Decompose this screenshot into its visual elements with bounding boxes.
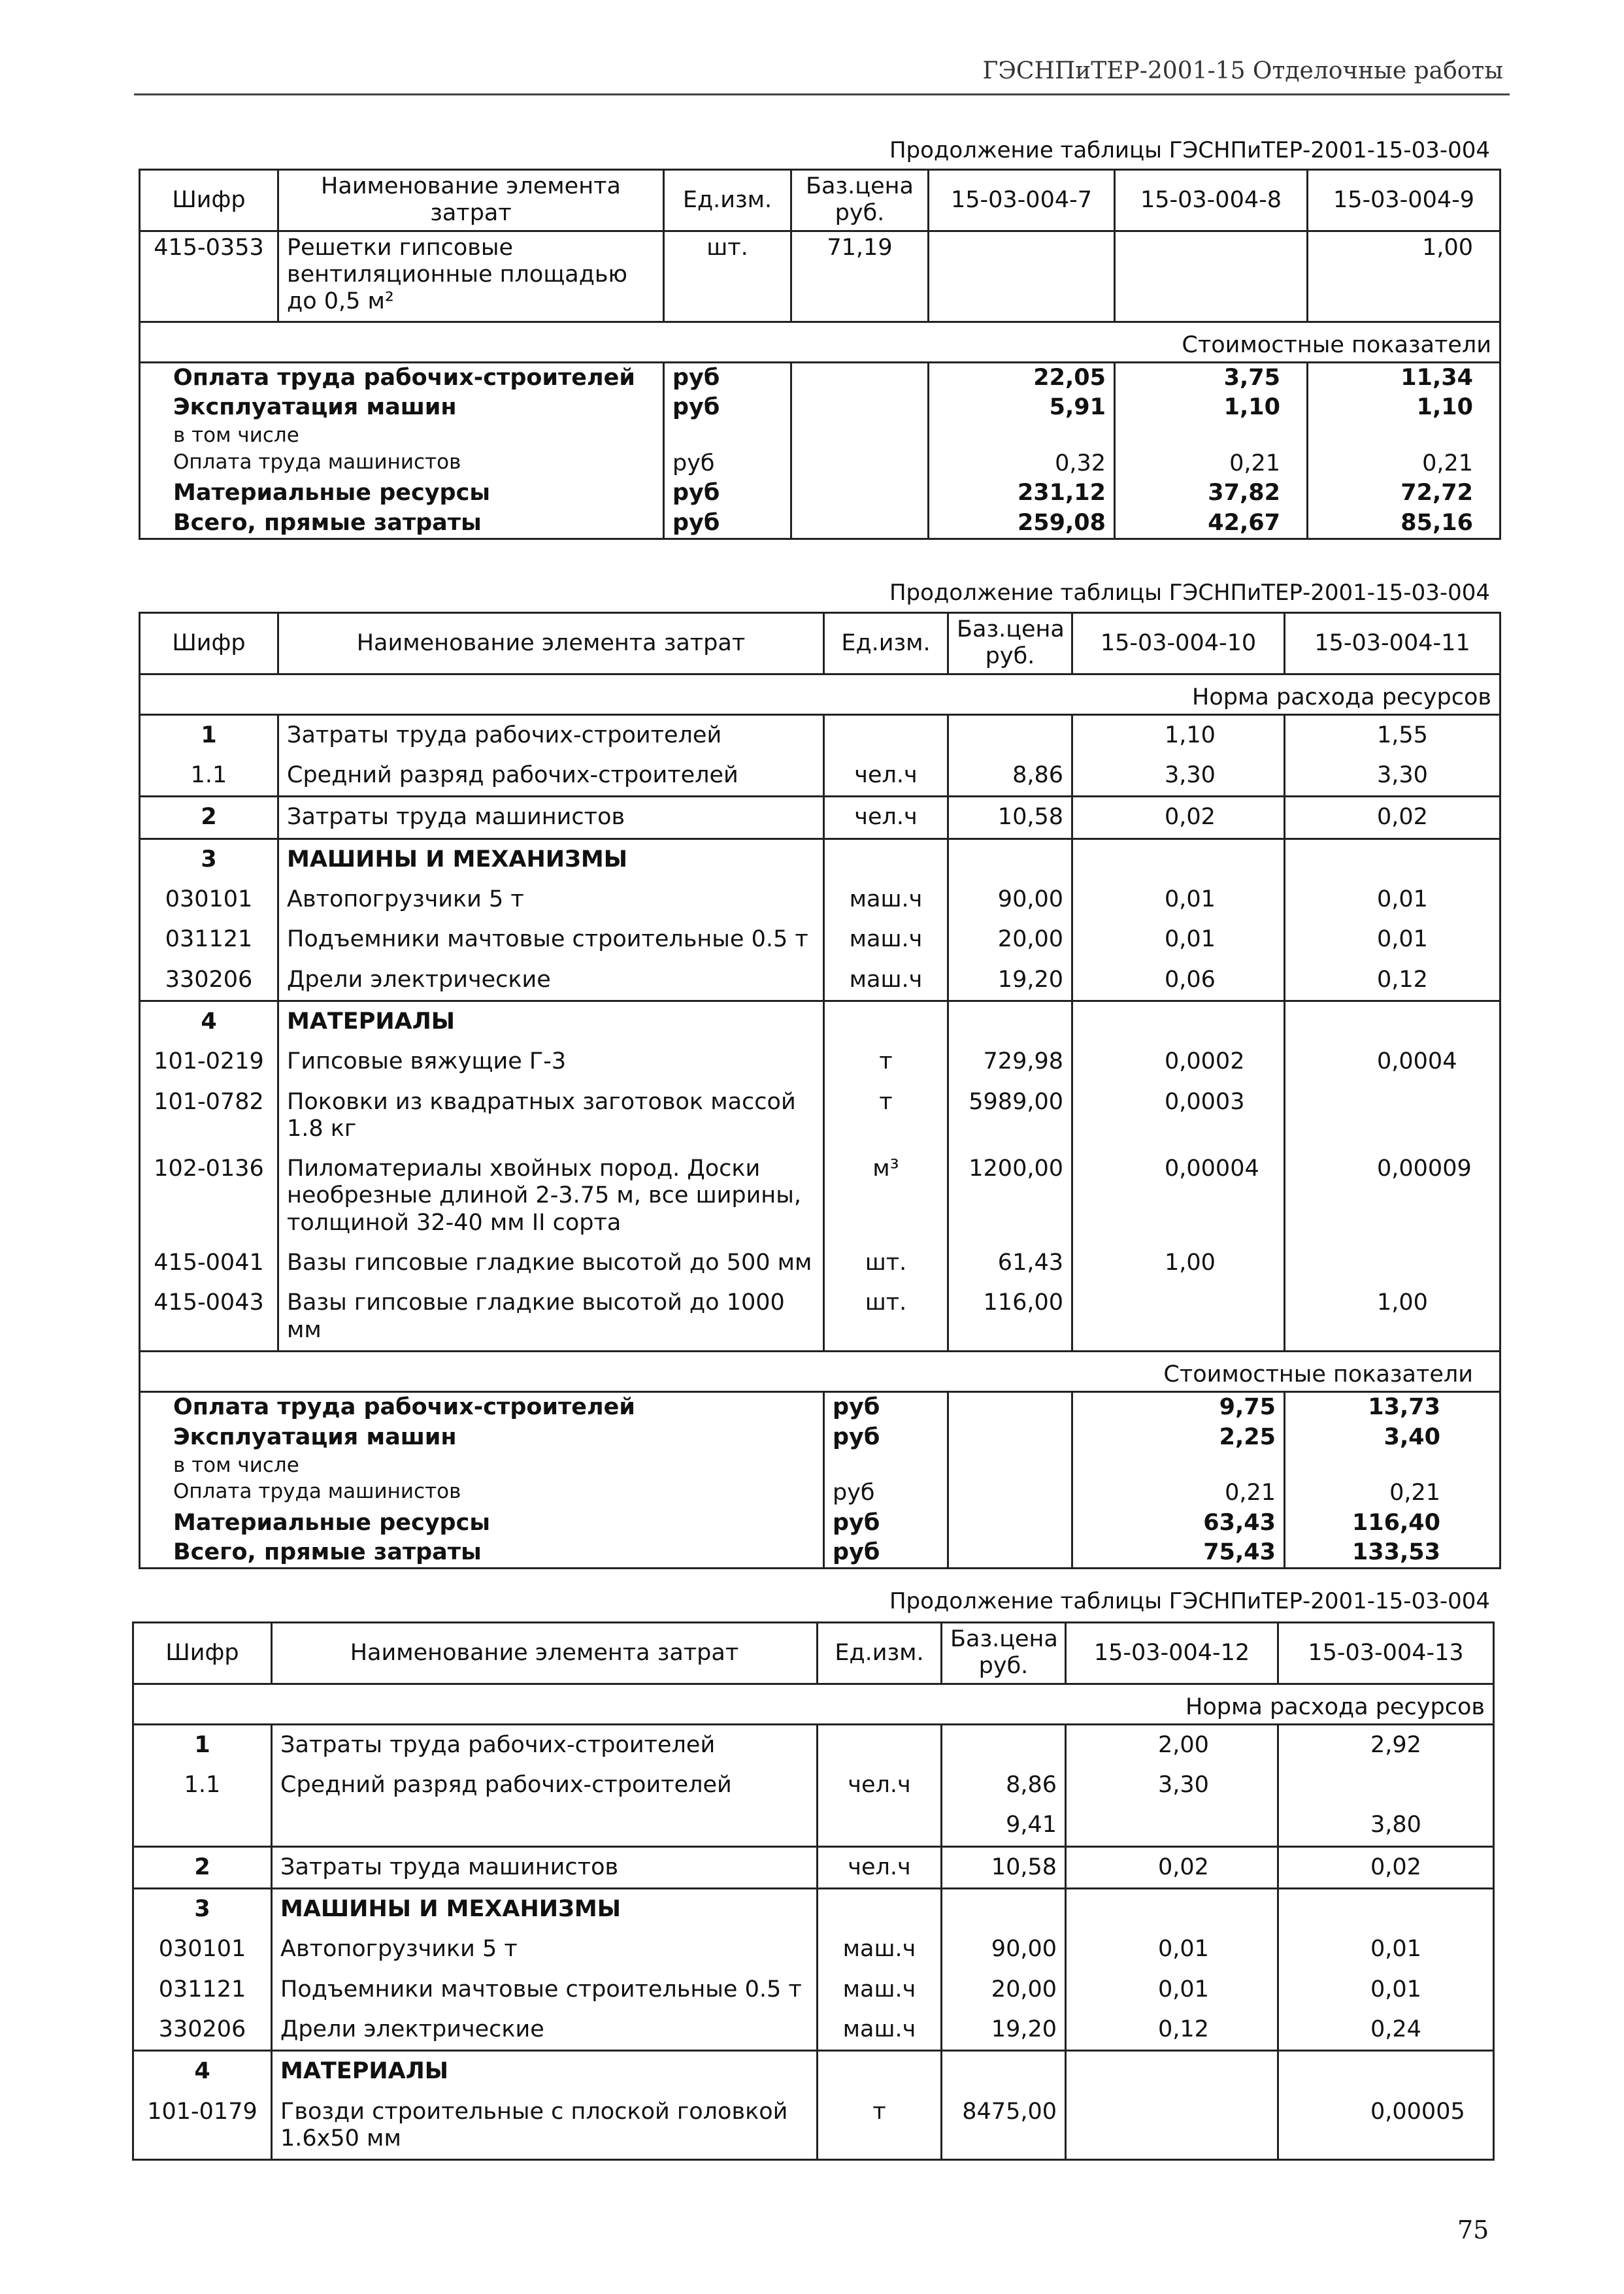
section-label: Норма расхода ресурсов <box>133 1684 1494 1724</box>
row-price: 10,58 <box>948 797 1072 839</box>
row-value-1 <box>1072 1001 1285 1042</box>
table-row <box>140 839 1500 880</box>
section-label: Стоимостные показатели <box>140 1351 1500 1391</box>
cost-value-1: 75,43 <box>1072 1538 1285 1569</box>
row-price <box>948 1001 1072 1042</box>
cost-value-2: 1,10 <box>1115 393 1308 422</box>
table1 <box>139 169 1501 540</box>
cost-unit <box>824 1452 948 1479</box>
row-price: 20,00 <box>948 920 1072 959</box>
row-price: 10,58 <box>942 1846 1066 1888</box>
row-value-2: 1,00 <box>1285 1283 1500 1351</box>
cost-price <box>791 449 929 478</box>
row-price <box>948 714 1072 756</box>
row-name: Гвозди строительные с плоской головкой 1.6х50 мм <box>272 2092 818 2160</box>
row-code: 1 <box>133 1724 272 1765</box>
row-code: 101-0782 <box>140 1082 278 1150</box>
cost-row <box>140 362 1500 393</box>
row-value-1 <box>1066 2092 1278 2160</box>
table-row <box>140 714 1500 756</box>
cost-value-2: 116,40 <box>1285 1508 1500 1538</box>
cost-value-2: 0,21 <box>1115 449 1308 478</box>
row-unit: шт. <box>664 231 791 322</box>
cost-row <box>140 1538 1500 1569</box>
column-header: Ед.изм. <box>664 170 791 231</box>
row-value-1: 3,30 <box>1072 756 1285 797</box>
row-name: МАШИНЫ И МЕХАНИЗМЫ <box>272 1889 818 1930</box>
cost-value-2: 3,75 <box>1115 362 1308 393</box>
column-header: 15-03-004-8 <box>1115 170 1308 231</box>
column-header: Наименование элемента затрат <box>272 1623 818 1684</box>
cost-price <box>791 422 929 449</box>
row-name: МАТЕРИАЛЫ <box>272 2051 818 2092</box>
cost-value-1: 63,43 <box>1072 1508 1285 1538</box>
cost-name: Всего, прямые затраты <box>140 1538 824 1569</box>
row-price: 116,00 <box>948 1283 1072 1351</box>
column-header: Шифр <box>140 170 278 231</box>
row-code: 1 <box>140 714 278 756</box>
cost-value-2: 42,67 <box>1115 508 1308 539</box>
table-row <box>140 756 1500 797</box>
cost-value-1: 9,75 <box>1072 1392 1285 1423</box>
column-header: Баз.цена руб. <box>948 613 1072 674</box>
table3 <box>132 1621 1495 2161</box>
row-code: 415-0353 <box>140 231 278 322</box>
table-row <box>133 1765 1494 1805</box>
row-unit: чел.ч <box>818 1765 942 1805</box>
cost-price <box>948 1392 1072 1423</box>
cost-price <box>948 1508 1072 1538</box>
table1-caption: Продолжение таблицы ГЭСНПиТЕР-2001-15-03-004 <box>889 137 1490 163</box>
cost-name: Оплата труда рабочих-строителей <box>140 1392 824 1423</box>
row-name: МАТЕРИАЛЫ <box>278 1001 824 1042</box>
row-price: 8,86 <box>948 756 1072 797</box>
table2 <box>139 612 1501 1569</box>
cost-name: в том числе <box>140 422 664 449</box>
running-header: ГЭСНПиТЕР-2001-15 Отделочные работы <box>982 58 1503 84</box>
row-code: 030101 <box>133 1929 272 1969</box>
row-value-1 <box>1066 2051 1278 2092</box>
row-value-1 <box>1066 1805 1278 1846</box>
cost-price <box>791 478 929 508</box>
row-value-2: 0,02 <box>1278 1846 1494 1888</box>
cost-row <box>140 1478 1500 1508</box>
row-price: 9,41 <box>942 1805 1066 1846</box>
table-row <box>140 960 1500 1001</box>
row-unit <box>818 1724 942 1765</box>
section-band-row <box>140 674 1500 714</box>
section-label: Стоимостные показатели <box>140 322 1500 362</box>
table-row <box>140 1001 1500 1042</box>
table-row <box>140 1283 1500 1351</box>
cost-value-3: 72,72 <box>1308 478 1500 508</box>
column-header: 15-03-004-12 <box>1066 1623 1278 1684</box>
cost-unit: руб <box>664 449 791 478</box>
column-header: Шифр <box>140 613 278 674</box>
cost-unit: руб <box>664 478 791 508</box>
section-band-row <box>140 322 1500 362</box>
row-name: Пиломатериалы хвойных пород. Доски необрезные длиной 2-3.75 м, все ширины, толщиной 32-40 мм II сорта <box>278 1149 824 1243</box>
row-unit <box>824 714 948 756</box>
row-value-2: 0,01 <box>1285 880 1500 920</box>
row-unit: маш.ч <box>818 1970 942 2010</box>
column-header: Ед.изм. <box>818 1623 942 1684</box>
cost-value-2: 0,21 <box>1285 1478 1500 1508</box>
row-name: Автопогрузчики 5 т <box>278 880 824 920</box>
cost-price <box>948 1423 1072 1452</box>
row-price <box>942 1724 1066 1765</box>
row-name: МАШИНЫ И МЕХАНИЗМЫ <box>278 839 824 880</box>
row-value-1: 0,0002 <box>1072 1042 1285 1082</box>
row-value-2: 0,0004 <box>1285 1042 1500 1082</box>
row-value-2: 3,30 <box>1285 756 1500 797</box>
table-row <box>140 231 1500 322</box>
row-unit: м³ <box>824 1149 948 1243</box>
cost-value-3: 0,21 <box>1308 449 1500 478</box>
row-value-2 <box>1285 839 1500 880</box>
cost-value-1: 0,32 <box>929 449 1115 478</box>
row-unit: маш.ч <box>824 920 948 959</box>
row-value-1: 0,00004 <box>1072 1149 1285 1243</box>
table-row <box>133 1846 1494 1888</box>
row-unit: т <box>818 2092 942 2160</box>
cost-row <box>140 1392 1500 1423</box>
cost-value-3 <box>1308 422 1500 449</box>
cost-unit <box>664 422 791 449</box>
cost-name: Материальные ресурсы <box>140 478 664 508</box>
header-row <box>133 1623 1494 1684</box>
column-header: Шифр <box>133 1623 272 1684</box>
row-value-2 <box>1278 1765 1494 1805</box>
column-header: 15-03-004-7 <box>929 170 1115 231</box>
row-unit: т <box>824 1082 948 1150</box>
cost-name: Материальные ресурсы <box>140 1508 824 1538</box>
table-row <box>133 1724 1494 1765</box>
cost-unit: руб <box>664 508 791 539</box>
row-code: 102-0136 <box>140 1149 278 1243</box>
row-value-1: 3,30 <box>1066 1765 1278 1805</box>
row-name <box>272 1805 818 1846</box>
row-value-2: 0,01 <box>1278 1970 1494 2010</box>
row-value-1: 0,01 <box>1072 920 1285 959</box>
row-code: 2 <box>133 1846 272 1888</box>
row-code: 101-0219 <box>140 1042 278 1082</box>
row-value-1 <box>1072 839 1285 880</box>
row-price <box>942 2051 1066 2092</box>
row-unit <box>824 839 948 880</box>
column-header: Баз.цена руб. <box>942 1623 1066 1684</box>
row-value-3: 1,00 <box>1308 231 1500 322</box>
row-value-2 <box>1285 1082 1500 1150</box>
row-value-1: 0,06 <box>1072 960 1285 1001</box>
cost-unit: руб <box>824 1538 948 1569</box>
cost-value-3: 11,34 <box>1308 362 1500 393</box>
row-price: 20,00 <box>942 1970 1066 2010</box>
table-row <box>133 1805 1494 1846</box>
cost-value-1: 0,21 <box>1072 1478 1285 1508</box>
cost-value-1: 2,25 <box>1072 1423 1285 1452</box>
header-row <box>140 613 1500 674</box>
cost-price <box>948 1478 1072 1508</box>
row-name: Решетки гипсовые вентиляционные площадью до 0,5 м² <box>278 231 664 322</box>
column-header: 15-03-004-9 <box>1308 170 1500 231</box>
column-header: Баз.цена руб. <box>791 170 929 231</box>
row-value-2: 0,01 <box>1285 920 1500 959</box>
table-row <box>140 1042 1500 1082</box>
row-value-1 <box>929 231 1115 322</box>
row-name: Средний разряд рабочих-строителей <box>278 756 824 797</box>
row-value-1: 2,00 <box>1066 1724 1278 1765</box>
row-name: Гипсовые вяжущие Г-3 <box>278 1042 824 1082</box>
cost-price <box>948 1538 1072 1569</box>
row-value-1 <box>1066 1889 1278 1930</box>
row-name: Вазы гипсовые гладкие высотой до 1000 мм <box>278 1283 824 1351</box>
row-price: 19,20 <box>942 2010 1066 2051</box>
row-unit: маш.ч <box>824 960 948 1001</box>
cost-unit: руб <box>824 1423 948 1452</box>
row-unit: маш.ч <box>818 2010 942 2051</box>
cost-unit: руб <box>664 393 791 422</box>
row-name: Поковки из квадратных заготовок массой 1.8 кг <box>278 1082 824 1150</box>
row-value-2: 0,00005 <box>1278 2092 1494 2160</box>
row-name: Дрели электрические <box>272 2010 818 2051</box>
row-unit: чел.ч <box>818 1846 942 1888</box>
row-code: 2 <box>140 797 278 839</box>
row-name: Дрели электрические <box>278 960 824 1001</box>
cost-price <box>791 508 929 539</box>
cost-row <box>140 1423 1500 1452</box>
row-code: 330206 <box>140 960 278 1001</box>
row-price: 8475,00 <box>942 2092 1066 2160</box>
row-code: 4 <box>140 1001 278 1042</box>
section-band-row <box>133 1684 1494 1724</box>
row-code: 330206 <box>133 2010 272 2051</box>
row-name: Затраты труда машинистов <box>278 797 824 839</box>
table-row <box>140 880 1500 920</box>
cost-name: Оплата труда машинистов <box>140 449 664 478</box>
row-value-2 <box>1278 2051 1494 2092</box>
cost-value-1: 5,91 <box>929 393 1115 422</box>
row-value-2: 0,24 <box>1278 2010 1494 2051</box>
row-price <box>948 839 1072 880</box>
column-header: Наименование элемента затрат <box>278 613 824 674</box>
row-value-1: 0,01 <box>1066 1929 1278 1969</box>
row-price: 1200,00 <box>948 1149 1072 1243</box>
table-row <box>140 797 1500 839</box>
row-code <box>133 1805 272 1846</box>
cost-unit: руб <box>664 362 791 393</box>
row-unit: маш.ч <box>824 880 948 920</box>
row-value-1: 0,12 <box>1066 2010 1278 2051</box>
cost-value-2: 3,40 <box>1285 1423 1500 1452</box>
page-number: 75 <box>1457 2216 1489 2244</box>
row-name: Затраты труда машинистов <box>272 1846 818 1888</box>
cost-value-1: 231,12 <box>929 478 1115 508</box>
column-header: 15-03-004-13 <box>1278 1623 1494 1684</box>
table-row <box>133 1929 1494 1969</box>
row-unit <box>818 2051 942 2092</box>
row-price: 19,20 <box>948 960 1072 1001</box>
row-value-1: 1,10 <box>1072 714 1285 756</box>
row-value-2: 0,02 <box>1285 797 1500 839</box>
cost-name: Эксплуатация машин <box>140 393 664 422</box>
row-code: 3 <box>140 839 278 880</box>
cost-unit: руб <box>824 1508 948 1538</box>
row-name: Затраты труда рабочих-строителей <box>272 1724 818 1765</box>
cost-name: Всего, прямые затраты <box>140 508 664 539</box>
row-unit: чел.ч <box>824 797 948 839</box>
cost-row <box>140 449 1500 478</box>
row-value-2: 3,80 <box>1278 1805 1494 1846</box>
row-price: 5989,00 <box>948 1082 1072 1150</box>
row-value-2 <box>1115 231 1308 322</box>
row-code: 3 <box>133 1889 272 1930</box>
cost-value-2: 133,53 <box>1285 1538 1500 1569</box>
column-header: 15-03-004-11 <box>1285 613 1500 674</box>
row-name: Вазы гипсовые гладкие высотой до 500 мм <box>278 1243 824 1283</box>
row-value-1: 0,02 <box>1066 1846 1278 1888</box>
row-value-1: 0,02 <box>1072 797 1285 839</box>
row-price: 90,00 <box>942 1929 1066 1969</box>
cost-row <box>140 1452 1500 1479</box>
cost-row <box>140 478 1500 508</box>
row-value-2 <box>1285 1001 1500 1042</box>
row-name: Подъемники мачтовые строительные 0.5 т <box>278 920 824 959</box>
table-row <box>140 1149 1500 1243</box>
section-label: Норма расхода ресурсов <box>140 674 1500 714</box>
table-row <box>140 1243 1500 1283</box>
cost-value-2 <box>1115 422 1308 449</box>
row-value-2 <box>1285 1243 1500 1283</box>
row-code: 030101 <box>140 880 278 920</box>
row-code: 4 <box>133 2051 272 2092</box>
header-rule <box>134 93 1510 95</box>
cost-name: Оплата труда машинистов <box>140 1478 824 1508</box>
table3-caption: Продолжение таблицы ГЭСНПиТЕР-2001-15-03-004 <box>889 1588 1490 1614</box>
cost-name: Эксплуатация машин <box>140 1423 824 1452</box>
column-header: Ед.изм. <box>824 613 948 674</box>
row-code: 031121 <box>140 920 278 959</box>
row-value-2: 0,01 <box>1278 1929 1494 1969</box>
row-name: Подъемники мачтовые строительные 0.5 т <box>272 1970 818 2010</box>
table-row <box>140 1082 1500 1150</box>
table-row <box>133 2051 1494 2092</box>
cost-value-2: 13,73 <box>1285 1392 1500 1423</box>
row-price: 8,86 <box>942 1765 1066 1805</box>
row-code: 1.1 <box>140 756 278 797</box>
row-unit: шт. <box>824 1243 948 1283</box>
row-value-2: 2,92 <box>1278 1724 1494 1765</box>
cost-unit: руб <box>824 1478 948 1508</box>
cost-value-1 <box>929 422 1115 449</box>
row-code: 101-0179 <box>133 2092 272 2160</box>
table-row <box>133 1889 1494 1930</box>
row-unit: маш.ч <box>818 1929 942 1969</box>
cost-row <box>140 422 1500 449</box>
row-value-2: 0,12 <box>1285 960 1500 1001</box>
table-row <box>133 2010 1494 2051</box>
row-code: 415-0041 <box>140 1243 278 1283</box>
cost-value-1 <box>1072 1452 1285 1479</box>
row-price: 90,00 <box>948 880 1072 920</box>
row-code: 031121 <box>133 1970 272 2010</box>
row-unit <box>818 1889 942 1930</box>
cost-row <box>140 508 1500 539</box>
row-unit <box>824 1001 948 1042</box>
row-value-2 <box>1278 1889 1494 1930</box>
row-name: Автопогрузчики 5 т <box>272 1929 818 1969</box>
table2-caption: Продолжение таблицы ГЭСНПиТЕР-2001-15-03-004 <box>889 580 1490 606</box>
cost-row <box>140 393 1500 422</box>
row-value-1: 0,0003 <box>1072 1082 1285 1150</box>
cost-price <box>791 393 929 422</box>
row-price: 61,43 <box>948 1243 1072 1283</box>
row-price: 71,19 <box>791 231 929 322</box>
cost-price <box>791 362 929 393</box>
row-code: 1.1 <box>133 1765 272 1805</box>
row-value-1 <box>1072 1283 1285 1351</box>
cost-value-1: 259,08 <box>929 508 1115 539</box>
row-value-2: 0,00009 <box>1285 1149 1500 1243</box>
row-value-1: 0,01 <box>1066 1970 1278 2010</box>
cost-name: Оплата труда рабочих-строителей <box>140 362 664 393</box>
cost-price <box>948 1452 1072 1479</box>
column-header: 15-03-004-10 <box>1072 613 1285 674</box>
cost-name: в том числе <box>140 1452 824 1479</box>
row-code: 415-0043 <box>140 1283 278 1351</box>
table-row <box>140 920 1500 959</box>
column-header: Наименование элемента затрат <box>278 170 664 231</box>
cost-value-3: 1,10 <box>1308 393 1500 422</box>
row-name: Средний разряд рабочих-строителей <box>272 1765 818 1805</box>
row-price: 729,98 <box>948 1042 1072 1082</box>
row-unit: чел.ч <box>824 756 948 797</box>
section-band-row <box>140 1351 1500 1391</box>
cost-value-3: 85,16 <box>1308 508 1500 539</box>
row-unit: т <box>824 1042 948 1082</box>
row-value-2: 1,55 <box>1285 714 1500 756</box>
cost-value-2 <box>1285 1452 1500 1479</box>
cost-row <box>140 1508 1500 1538</box>
cost-value-2: 37,82 <box>1115 478 1308 508</box>
cost-value-1: 22,05 <box>929 362 1115 393</box>
table-row <box>133 2092 1494 2160</box>
cost-unit: руб <box>824 1392 948 1423</box>
row-unit <box>818 1805 942 1846</box>
header-row <box>140 170 1500 231</box>
row-name: Затраты труда рабочих-строителей <box>278 714 824 756</box>
row-unit: шт. <box>824 1283 948 1351</box>
row-value-1: 0,01 <box>1072 880 1285 920</box>
row-value-1: 1,00 <box>1072 1243 1285 1283</box>
row-price <box>942 1889 1066 1930</box>
table-row <box>133 1970 1494 2010</box>
